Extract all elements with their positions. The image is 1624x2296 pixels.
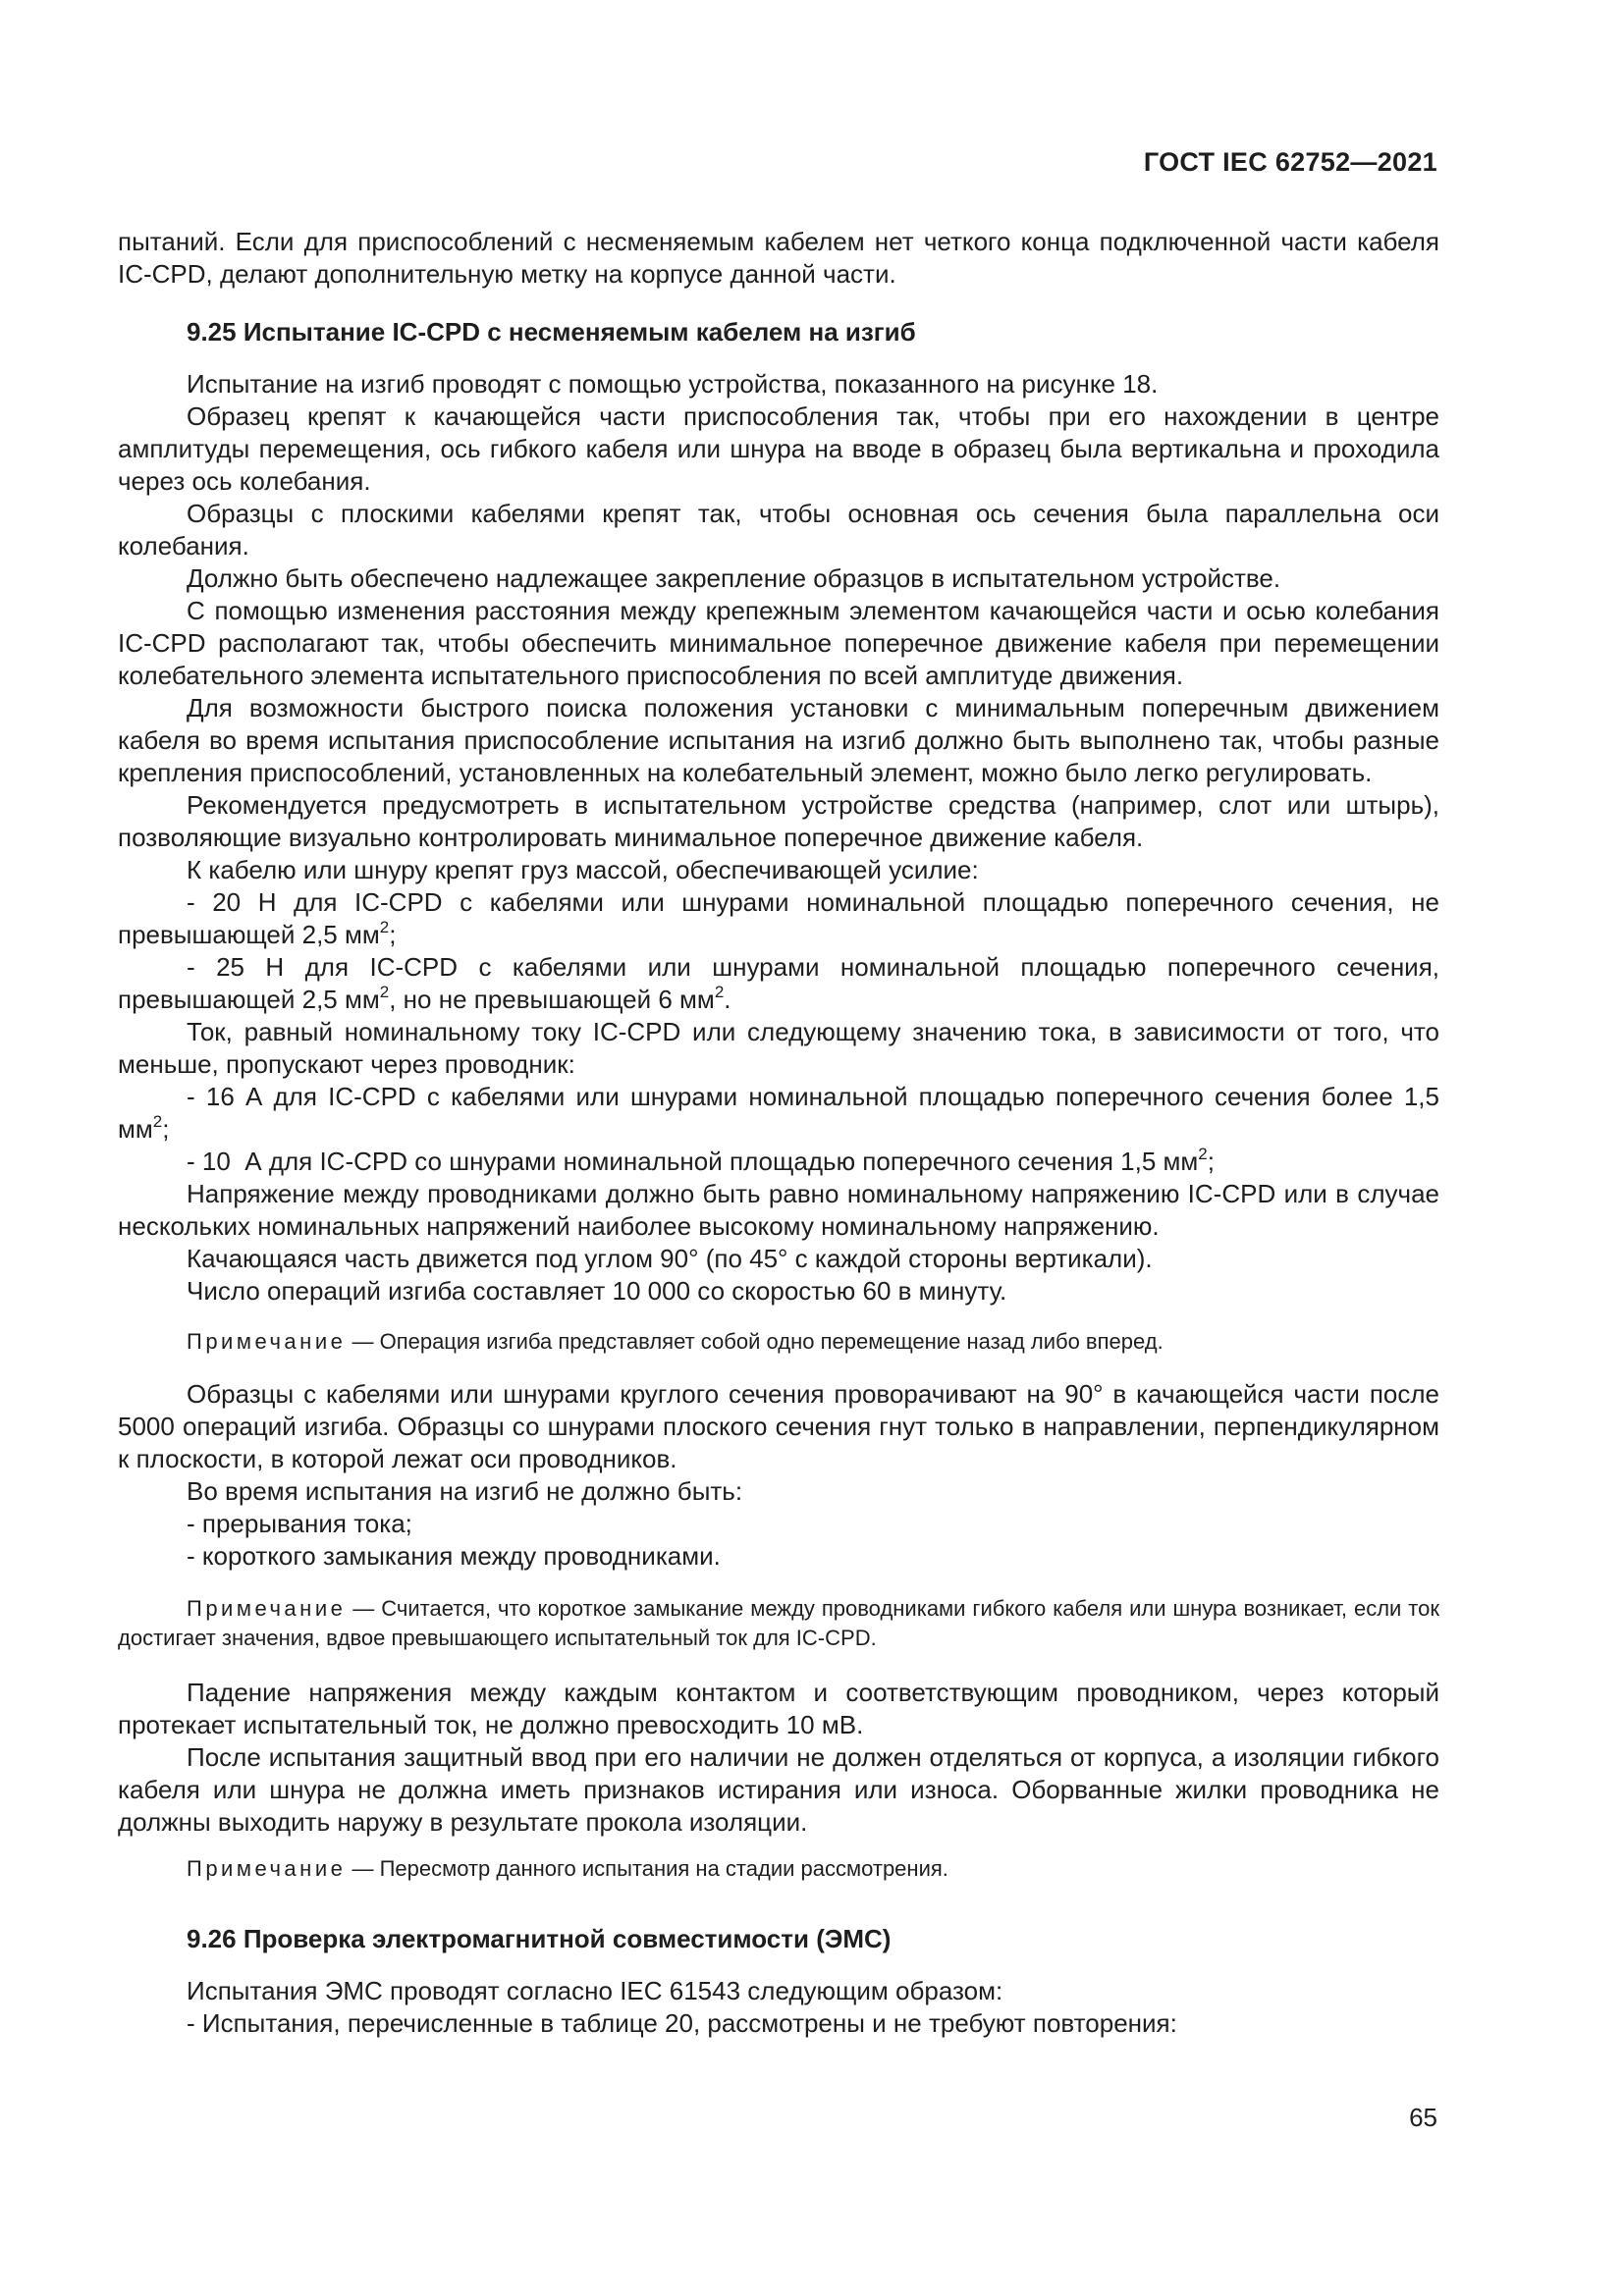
superscript: 2 (714, 983, 725, 1001)
list-item (118, 951, 1439, 1016)
paragraph: Ток, равный номинальному току IC-CPD или следующему значению тока, в зависимости от того, что меньше, пропускают через проводник: (118, 1017, 1439, 1079)
paragraph: Должно быть обеспечено надлежащее закрепление образцов в испытательном устройстве. (187, 563, 1281, 593)
superscript: 2 (152, 1112, 163, 1131)
superscript: 2 (379, 983, 390, 1001)
paragraph: После испытания защитный ввод при его наличии не должен отделяться от корпуса, а изоляции гибкого кабеля или шнура не должна иметь признаков истирания или износа. Оборванные жилки проводника не должны выходить наружу в результате прокола изоляции. (118, 1742, 1439, 1837)
note-separator: — (346, 1856, 380, 1881)
paragraph: С помощью изменения расстояния между крепежным элементом качающейся части и осью колебания IC-CPD располагают так, чтобы обеспечить минимальное поперечное движение кабеля при перемещении колебательного элемента испытательного приспособления по всей амплитуде движения. (118, 596, 1439, 690)
list-item: - прерывания тока; (187, 1509, 412, 1538)
paragraph: Качающаяся часть движется под углом 90° (по 45° с каждой стороны вертикали). (187, 1244, 1153, 1273)
superscript: 2 (1198, 1145, 1208, 1163)
paragraph: пытаний. Если для приспособлений с несменяемым кабелем нет четкого конца подключенной части кабеля IC-CPD, делают дополнительную метку на корпусе данной части. (118, 227, 1439, 289)
note-label: Примечание (187, 1596, 347, 1621)
list-item-text: - 20 Н для IC-CPD с кабелями или шнурами номинальной площадью поперечного сечения, не превышающей 2,5 мм (118, 887, 1439, 949)
paragraph: Образцы с плоскими кабелями крепят так, чтобы основная ось сечения была параллельна оси колебания. (118, 499, 1439, 561)
paragraph: Падение напряжения между каждым контактом и соответствующим проводником, через который протекает испытательный ток, не должно превосходить 10 мВ. (118, 1678, 1439, 1739)
paragraph: Образцы с кабелями или шнурами круглого сечения проворачивают на 90° в качающейся части после 5000 операций изгиба. Образцы со шнурами плоского сечения гнут только в направлении, перпендикулярном к плоскости, в которой лежат оси проводников. (118, 1379, 1439, 1473)
note-separator: — (346, 1329, 380, 1354)
paragraph: Напряжение между проводниками должно быть равно номинальному напряжению IC-CPD или в случае нескольких номинальных напряжений наиболее высокому номинальному напряжению. (118, 1179, 1439, 1241)
paragraph: Для возможности быстрого поиска положения установки с минимальным поперечным движением кабеля во время испытания приспособление испытания на изгиб должно быть выполнено так, чтобы разные крепления приспособлений, установленных на колебательный элемент, можно было легко регулировать. (118, 693, 1439, 787)
paragraph: Образец крепят к качающейся части приспособления так, чтобы при его нахождении в центре амплитуды перемещения, ось гибкого кабеля или шнура на вводе в образец была вертикальна и проходила через ось колебания. (118, 401, 1439, 496)
paragraph: Во время испытания на изгиб не должно быть: (187, 1476, 743, 1506)
note (118, 1327, 1439, 1357)
note-separator: — (346, 1596, 382, 1621)
note-label: Примечание (187, 1329, 347, 1354)
list-item-text: ; (389, 920, 397, 949)
list-item (118, 886, 1439, 951)
paragraph: Число операций изгиба составляет 10 000 со скоростью 60 в минуту. (187, 1276, 1007, 1306)
paragraph: Испытание на изгиб проводят с помощью устройства, показанного на рисунке 18. (187, 369, 1159, 399)
list-item: - короткого замыкания между проводниками. (187, 1541, 721, 1571)
document-header: ГОСТ IEC 62752—2021 (1143, 147, 1437, 177)
note-text: Пересмотр данного испытания на стадии рассмотрения. (379, 1856, 948, 1881)
list-item-text: - 16 А для IC-CPD с кабелями или шнурами номинальной площадью поперечного сечения более 1,5 мм (118, 1082, 1439, 1144)
section-heading-9-25: 9.25 Испытание IC-CPD с несменяемым кабелем на изгиб (187, 317, 916, 347)
superscript: 2 (379, 918, 390, 936)
paragraph: К кабелю или шнуру крепят груз массой, обеспечивающей усилие: (187, 855, 979, 884)
list-item-text: ; (162, 1114, 170, 1144)
document-body (118, 226, 1439, 2040)
list-item-text: - 10 А для IC-CPD со шнурами номинальной площадью поперечного сечения 1,5 мм (187, 1147, 1199, 1176)
list-item-text: - 25 Н для IC-CPD с кабелями или шнурами номинальной площадью поперечного сечения, превышающей 2,5 мм (118, 952, 1439, 1014)
list-item (118, 1081, 1439, 1146)
note-label: Примечание (187, 1856, 347, 1881)
list-item: - Испытания, перечисленные в таблице 20, рассмотрены и не требуют повторения: (187, 2008, 1177, 2038)
list-item (118, 1146, 1439, 1178)
note-text: Операция изгиба представляет собой одно перемещение назад либо вперед. (379, 1329, 1164, 1354)
section-heading-9-26: 9.26 Проверка электромагнитной совместимости (ЭМС) (187, 1924, 892, 1953)
list-item-text: ; (1207, 1147, 1215, 1176)
note (118, 1594, 1439, 1653)
note (118, 1854, 1439, 1884)
paragraph: Рекомендуется предусмотреть в испытательном устройстве средства (например, слот или штырь), позволяющие визуально контролировать минимальное поперечное движение кабеля. (118, 790, 1439, 852)
list-item-text: , но не превышающей 6 мм (389, 985, 715, 1014)
list-item-text: . (724, 985, 731, 1014)
paragraph: Испытания ЭМС проводят согласно IEC 61543 следующим образом: (187, 1976, 1003, 2005)
page-number: 65 (1409, 2103, 1437, 2132)
note-text: Считается, что короткое замыкание между проводниками гибкого кабеля или шнура возникает, если ток достигает значения, вдвое превышающего испытательный ток для IC-CPD. (118, 1596, 1439, 1650)
